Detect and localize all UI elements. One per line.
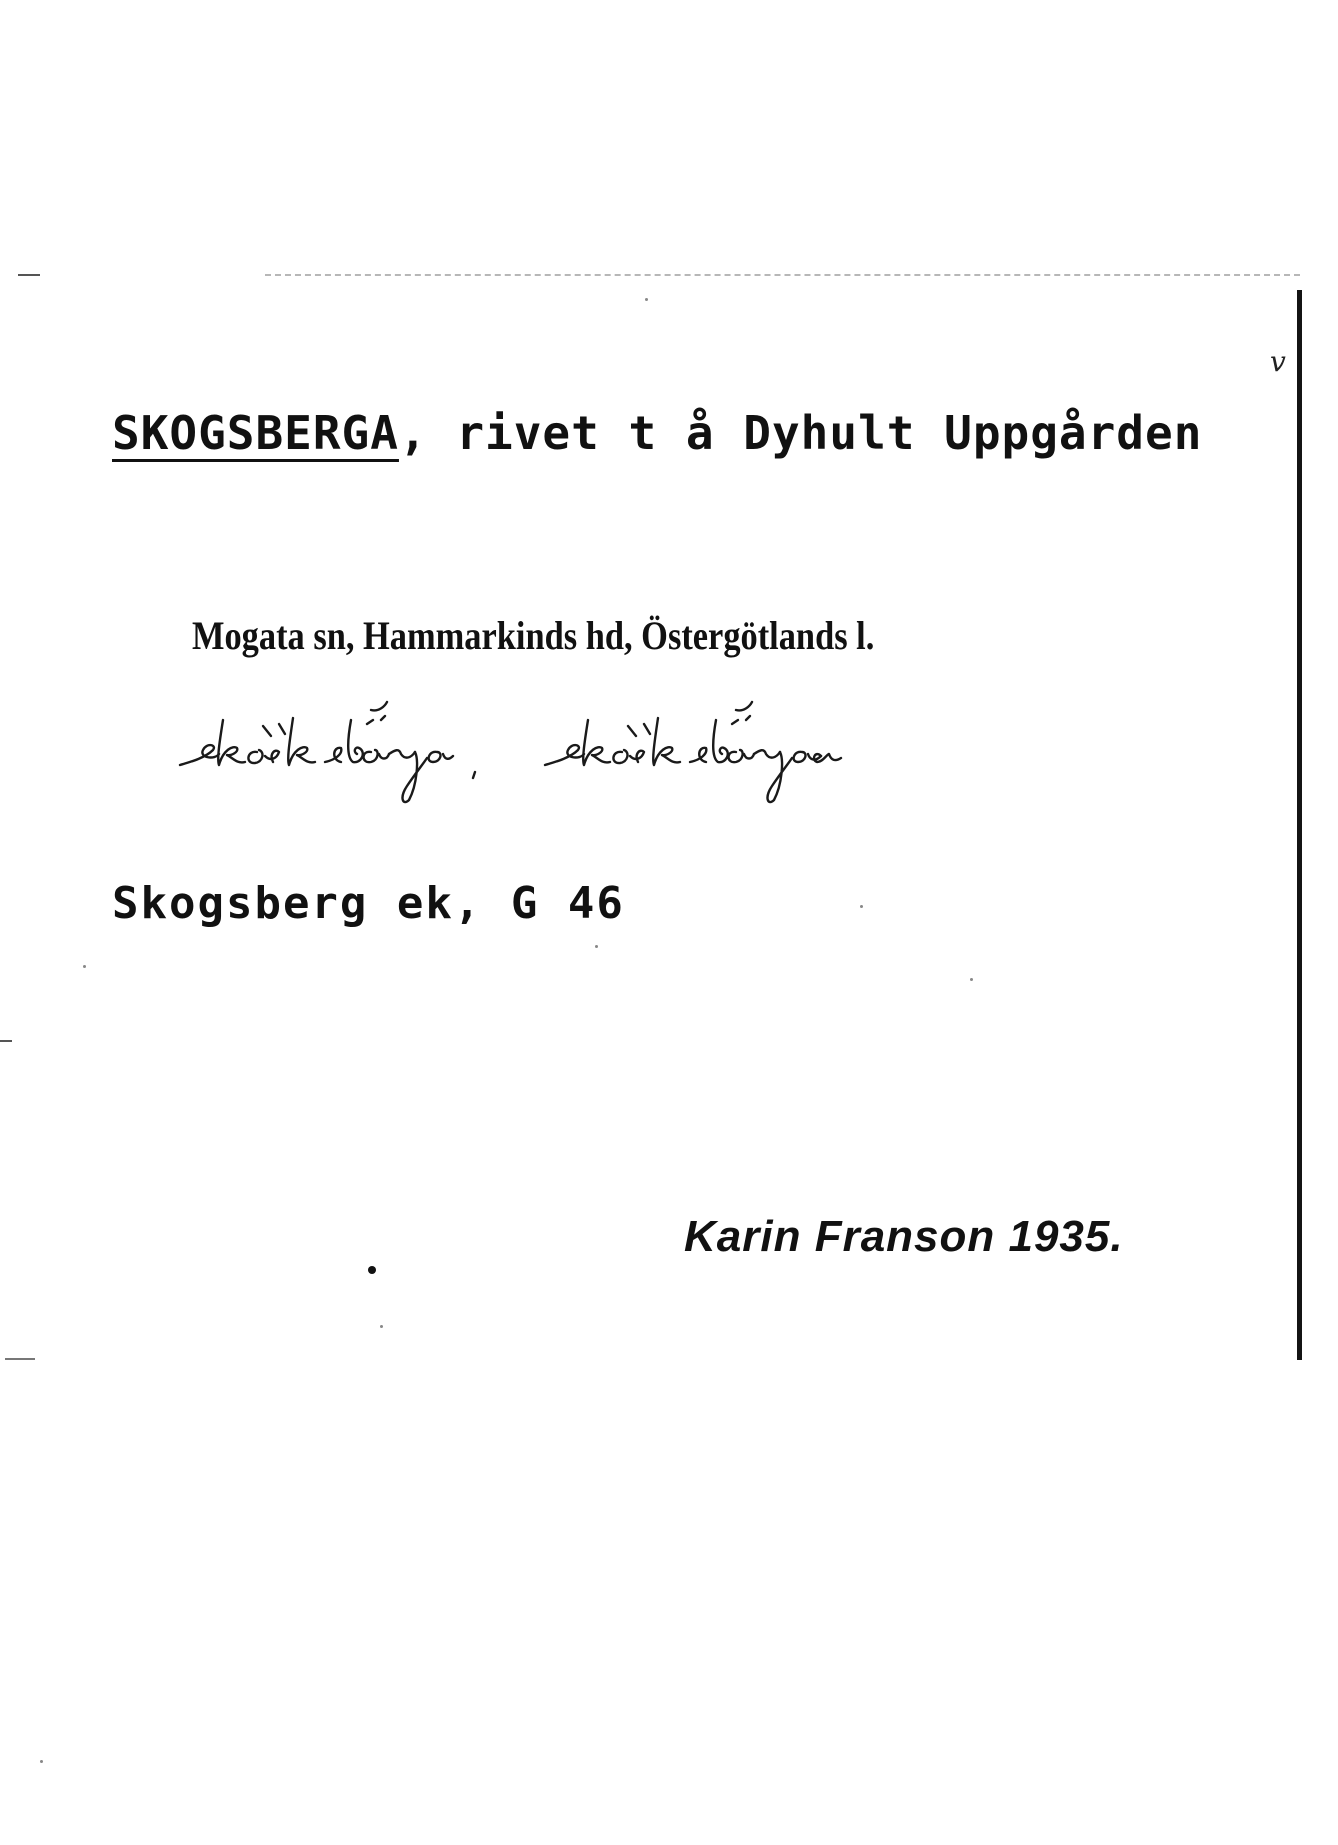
speck xyxy=(595,945,598,948)
ink-dot xyxy=(368,1266,376,1274)
place-name: SKOGSBERGA xyxy=(112,406,399,460)
corner-mark: v xyxy=(1270,345,1286,378)
location-line: Mogata sn, Hammarkinds hd, Östergötlands l. xyxy=(192,613,875,658)
speck xyxy=(380,1325,383,1328)
card-top-edge xyxy=(265,274,1300,276)
place-note: , rivet t å Dyhult Uppgården xyxy=(398,406,1203,460)
speck xyxy=(40,1760,43,1763)
speck xyxy=(645,298,648,301)
speck xyxy=(83,965,86,968)
speck xyxy=(860,905,863,908)
recorder-signature: Karin Franson 1935. xyxy=(684,1212,1124,1261)
scan-mark xyxy=(0,1040,12,1042)
title-line xyxy=(112,406,1202,460)
reference-line: Skogsberg ek, G 46 xyxy=(112,878,625,929)
speck xyxy=(970,978,973,981)
pronunciation-handwriting xyxy=(175,690,1005,810)
card-right-edge xyxy=(1297,290,1302,1360)
scan-mark xyxy=(5,1358,35,1360)
scan-mark xyxy=(18,274,40,276)
